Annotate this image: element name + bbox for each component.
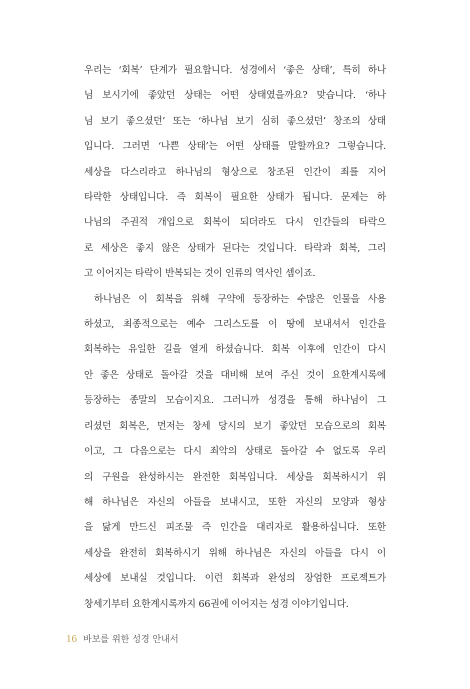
text-line: 세상을 다스리라고 하나님의 형상으로 창조된 인간이 죄를 지어 (84, 166, 386, 178)
text-line: 해 하나님은 자신의 아들을 보내시고, 또한 자신의 모양과 형상 (84, 496, 386, 508)
page-footer (66, 632, 179, 645)
text-line: 고 이어지는 타락이 반복되는 것이 인류의 역사인 셈이죠. (84, 268, 316, 280)
text-line: 님 보시기에 좋았던 상태는 어떤 상태였을까요? 맞습니다. ‘하나 (84, 90, 386, 102)
body-text (84, 58, 386, 617)
text-line: 하나님은 이 회복을 위해 구약에 등장하는 수많은 인물을 사용 (94, 293, 386, 305)
text-line: 이고, 그 다음으로는 다시 죄악의 상태로 돌아갈 수 없도록 우리 (84, 446, 386, 458)
text-line: 을 닮게 만드신 피조물 즉 인간을 대리자로 활용하십니다. 또한 (84, 522, 386, 534)
page-number: 16 (66, 633, 77, 645)
text-line: 나님의 주권적 개입으로 회복이 되더라도 다시 인간들의 타락으 (84, 217, 386, 229)
text-line: 로 세상은 좋지 않은 상태가 된다는 것입니다. 타락과 회복, 그리 (84, 242, 386, 254)
text-line: 창세기부터 요한계시록까지 66권에 이어지는 성경 이야기입니다. (84, 598, 349, 610)
text-line: 하셨고, 최종적으로는 예수 그리스도를 이 땅에 보내셔서 인간을 (84, 319, 386, 331)
text-line: 리셨던 회복은, 먼저는 창세 당시의 보기 좋았던 모습으로의 회복 (84, 420, 386, 432)
paragraph-2 (84, 287, 386, 617)
text-line: 안 좋은 상태로 돌아갈 것을 대비해 보여 주신 것이 요한계시록에 (84, 369, 386, 381)
text-line: 등장하는 종말의 모습이지요. 그러니까 성경을 통해 하나님이 그 (84, 395, 386, 407)
text-line: 세상에 보내실 것입니다. 이런 회복과 완성의 장엄한 프로젝트가 (84, 573, 386, 585)
text-line: 우리는 ‘회복’ 단계가 필요합니다. 성경에서 ‘좋은 상태’, 특히 하나 (84, 65, 386, 76)
text-line: 님 보기 좋으셨던’ 또는 ‘하나님 보기 심히 좋으셨던’ 창조의 상태 (84, 115, 386, 127)
text-line: 세상을 완전히 회복하시기 위해 하나님은 자신의 아들을 다시 이 (84, 547, 386, 559)
text-line: 입니다. 그러면 ‘나쁜 상태’는 어떤 상태를 말할까요? 그렇습니다. (84, 141, 386, 153)
text-line: 타락한 상태입니다. 즉 회복이 필요한 상태가 됩니다. 문제는 하 (84, 192, 386, 204)
running-title: 바보를 위한 성경 안내서 (83, 635, 179, 645)
text-line: 의 구원을 완성하시는 완전한 회복입니다. 세상을 회복하시기 위 (84, 471, 386, 483)
text-line: 회복하는 유일한 길을 열게 하셨습니다. 회복 이후에 인간이 다시 (84, 344, 386, 356)
paragraph-1 (84, 58, 386, 287)
